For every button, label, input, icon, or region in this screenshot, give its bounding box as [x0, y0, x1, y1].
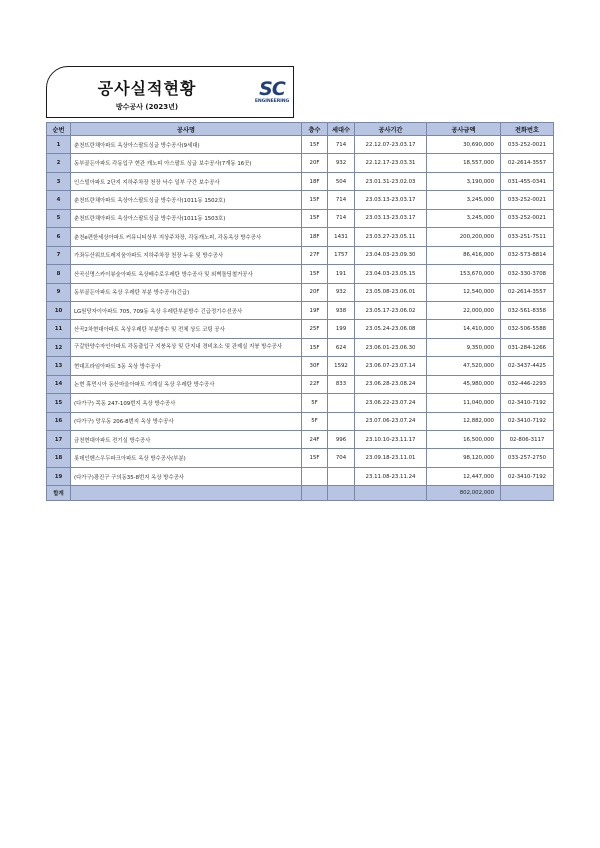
cell-households: 714	[328, 209, 355, 227]
cell-name: (다가구)광진구 구의동35-8번지 옥상 방수공사	[71, 467, 302, 485]
col-header-amount: 공사금액	[427, 123, 501, 136]
cell-no: 15	[47, 394, 71, 412]
cell-no: 10	[47, 301, 71, 319]
cell-period: 23.03.27-23.05.11	[355, 228, 427, 246]
cell-households: 504	[328, 172, 355, 190]
cell-no: 12	[47, 338, 71, 356]
cell-phone: 032-561-8358	[501, 301, 554, 319]
cell-period: 23.05.17-23.06.02	[355, 301, 427, 319]
table-row	[47, 265, 554, 283]
cell-amount: 12,447,000	[427, 467, 501, 485]
cell-households: 704	[328, 449, 355, 467]
cell-floors: 20F	[302, 154, 328, 172]
cell-floors: 27F	[302, 246, 328, 264]
table-row	[47, 136, 554, 154]
total-empty-cell	[71, 486, 302, 501]
cell-period: 23.07.06-23.07.24	[355, 412, 427, 430]
cell-name: 춘천뜨란채아파트 옥상아스팔트싱글 방수공사(1011동 1502호)	[71, 191, 302, 209]
cell-period: 23.09.18-23.11.01	[355, 449, 427, 467]
col-header-name: 공사명	[71, 123, 302, 136]
table-row	[47, 320, 554, 338]
cell-name: (다가구) 망우동 206-8번지 옥상 방수공사	[71, 412, 302, 430]
cell-no: 19	[47, 467, 71, 485]
total-empty-cell	[328, 486, 355, 501]
table-row	[47, 246, 554, 264]
cell-households: 714	[328, 191, 355, 209]
cell-no: 2	[47, 154, 71, 172]
cell-households: 191	[328, 265, 355, 283]
cell-amount: 18,557,000	[427, 154, 501, 172]
cell-name: 춘천e편한세상아파트 커뮤니티상부 지상주차장, 각동캐노피, 각동옥상 방수공사	[71, 228, 302, 246]
cell-floors: 24F	[302, 431, 328, 449]
cell-amount: 86,416,000	[427, 246, 501, 264]
cell-floors: 22F	[302, 375, 328, 393]
cell-name: 춘천뜨란채아파트 옥상아스팔트싱글 방수공사(9세대)	[71, 136, 302, 154]
table-row	[47, 283, 554, 301]
page-subtitle: 방수공사 (2023년)	[115, 103, 179, 111]
cell-households	[328, 412, 355, 430]
cell-period: 23.06.01-23.06.30	[355, 338, 427, 356]
cell-phone: 032-330-3708	[501, 265, 554, 283]
cell-floors: 5F	[302, 412, 328, 430]
cell-name: 가좌두산위브트레지움아파트 지하주차장 천장 누유 및 방수공사	[71, 246, 302, 264]
table-row	[47, 412, 554, 430]
table-row	[47, 209, 554, 227]
total-empty-cell	[302, 486, 328, 501]
col-header-households: 세대수	[328, 123, 355, 136]
cell-phone: 032-446-2293	[501, 375, 554, 393]
cell-period: 23.04.03-23.09.30	[355, 246, 427, 264]
cell-phone: 033-252-0021	[501, 209, 554, 227]
logo-mark: SC	[259, 78, 285, 100]
cell-no: 9	[47, 283, 71, 301]
cell-households: 714	[328, 136, 355, 154]
cell-period: 23.06.07-23.07.14	[355, 357, 427, 375]
table-row	[47, 228, 554, 246]
cell-period: 22.12.07-23.03.17	[355, 136, 427, 154]
cell-amount: 12,540,000	[427, 283, 501, 301]
cell-phone: 033-251-7511	[501, 228, 554, 246]
cell-phone: 033-257-2750	[501, 449, 554, 467]
cell-phone: 02-3410-7192	[501, 467, 554, 485]
cell-name: 롯데인벤스우두파크아파트 옥상 방수공사(부분)	[71, 449, 302, 467]
table-row	[47, 357, 554, 375]
cell-no: 4	[47, 191, 71, 209]
col-header-phone: 전화번호	[501, 123, 554, 136]
cell-amount: 3,190,000	[427, 172, 501, 190]
cell-phone: 02-3410-7192	[501, 394, 554, 412]
cell-amount: 12,882,000	[427, 412, 501, 430]
cell-floors: 5F	[302, 394, 328, 412]
cell-period: 23.06.28-23.08.24	[355, 375, 427, 393]
cell-period: 23.03.13-23.03.17	[355, 191, 427, 209]
cell-name: (다가구) 목동 247-109번지 옥상 방수공사	[71, 394, 302, 412]
cell-amount: 14,410,000	[427, 320, 501, 338]
cell-households: 624	[328, 338, 355, 356]
cell-period: 23.11.08-23.11.24	[355, 467, 427, 485]
cell-households: 996	[328, 431, 355, 449]
cell-no: 3	[47, 172, 71, 190]
table-row	[47, 191, 554, 209]
cell-households: 938	[328, 301, 355, 319]
cell-phone: 031-455-0341	[501, 172, 554, 190]
cell-phone: 032-506-5588	[501, 320, 554, 338]
cell-amount: 45,980,000	[427, 375, 501, 393]
table-row	[47, 431, 554, 449]
cell-period: 23.06.22-23.07.24	[355, 394, 427, 412]
cell-floors: 15F	[302, 209, 328, 227]
cell-phone: 02-3437-4425	[501, 357, 554, 375]
cell-floors	[302, 467, 328, 485]
col-header-period: 공사기간	[355, 123, 427, 136]
cell-households: 1757	[328, 246, 355, 264]
cell-name: 논현 휴먼시아 동산마을아파트 기계실 옥상 우레탄 방수공사	[71, 375, 302, 393]
cell-households	[328, 467, 355, 485]
cell-no: 5	[47, 209, 71, 227]
cell-floors: 15F	[302, 136, 328, 154]
cell-period: 23.05.24-23.06.08	[355, 320, 427, 338]
cell-floors: 18F	[302, 172, 328, 190]
cell-no: 16	[47, 412, 71, 430]
cell-no: 8	[47, 265, 71, 283]
cell-period: 22.12.17-23.03.31	[355, 154, 427, 172]
cell-floors: 15F	[302, 449, 328, 467]
cell-amount: 47,520,000	[427, 357, 501, 375]
table-row	[47, 172, 554, 190]
cell-floors: 18F	[302, 228, 328, 246]
cell-amount: 3,245,000	[427, 209, 501, 227]
cell-floors: 30F	[302, 357, 328, 375]
total-label: 합계	[47, 486, 71, 501]
cell-households: 932	[328, 283, 355, 301]
cell-no: 18	[47, 449, 71, 467]
total-empty-cell	[355, 486, 427, 501]
cell-no: 1	[47, 136, 71, 154]
total-empty-cell	[501, 486, 554, 501]
cell-amount: 22,000,000	[427, 301, 501, 319]
cell-households	[328, 394, 355, 412]
cell-name: 금천현대아파트 전기실 방수공사	[71, 431, 302, 449]
cell-phone: 02-2614-3557	[501, 154, 554, 172]
logo-text: ENGINEERING	[254, 99, 290, 104]
col-header-floors: 층수	[302, 123, 328, 136]
cell-phone: 031-284-1266	[501, 338, 554, 356]
table-row	[47, 394, 554, 412]
cell-households: 1592	[328, 357, 355, 375]
cell-phone: 02-806-3117	[501, 431, 554, 449]
cell-amount: 3,245,000	[427, 191, 501, 209]
cell-floors: 25F	[302, 320, 328, 338]
cell-phone: 02-3410-7192	[501, 412, 554, 430]
cell-no: 14	[47, 375, 71, 393]
cell-floors: 15F	[302, 265, 328, 283]
cell-phone: 033-252-0021	[501, 136, 554, 154]
cell-name: 춘천뜨란채아파트 옥상아스팔트싱글 방수공사(1011동 1503호)	[71, 209, 302, 227]
cell-period: 23.05.08-23.06.01	[355, 283, 427, 301]
cell-no: 7	[47, 246, 71, 264]
cell-name: 동부골든아파트 옥상 우레탄 부분 방수공사(긴급)	[71, 283, 302, 301]
cell-name: 산곡2차현대아파트 옥상우레탄 부분방수 및 전체 상도 코팅 공사	[71, 320, 302, 338]
table-row	[47, 338, 554, 356]
cell-phone: 02-2614-3557	[501, 283, 554, 301]
cell-period: 23.03.13-23.03.17	[355, 209, 427, 227]
cell-no: 13	[47, 357, 71, 375]
cell-households: 932	[328, 154, 355, 172]
col-header-no: 순번	[47, 123, 71, 136]
table-header-row	[47, 123, 554, 136]
cell-name: LG원당자이아파트 705, 709동 옥상 우레탄부분방수 긴급정기수선공사	[71, 301, 302, 319]
cell-amount: 16,500,000	[427, 431, 501, 449]
cell-amount: 153,670,000	[427, 265, 501, 283]
cell-name: 인스빌아파트 2단지 지하주차장 천장 낙수 일부 구간 보수공사	[71, 172, 302, 190]
cell-households: 199	[328, 320, 355, 338]
cell-period: 23.04.03-23.05.15	[355, 265, 427, 283]
cell-phone: 033-252-0021	[501, 191, 554, 209]
cell-name: 동부골든아파트 각동입구 현관 캐노피 아스팔트 싱글 보수공사(7개동 16곳)	[71, 154, 302, 172]
table-row	[47, 449, 554, 467]
cell-floors: 15F	[302, 191, 328, 209]
page-title: 공사실적현황	[97, 79, 197, 98]
table-row	[47, 467, 554, 485]
cell-amount: 11,040,000	[427, 394, 501, 412]
cell-amount: 200,200,000	[427, 228, 501, 246]
cell-households: 833	[328, 375, 355, 393]
cell-households: 1431	[328, 228, 355, 246]
cell-no: 6	[47, 228, 71, 246]
cell-amount: 30,690,000	[427, 136, 501, 154]
cell-floors: 20F	[302, 283, 328, 301]
cell-no: 17	[47, 431, 71, 449]
cell-amount: 98,120,000	[427, 449, 501, 467]
table-row	[47, 301, 554, 319]
cell-amount: 9,350,000	[427, 338, 501, 356]
cell-name: 산곡신명스카이뷰숲아파트 옥상배수로우레탄 방수공사 및 외벽돌딩철거공사	[71, 265, 302, 283]
cell-phone: 032-573-8814	[501, 246, 554, 264]
cell-period: 23.10.10-23.11.17	[355, 431, 427, 449]
construction-record-table	[46, 122, 554, 501]
cell-no: 11	[47, 320, 71, 338]
table-row	[47, 154, 554, 172]
cell-floors: 19F	[302, 301, 328, 319]
table-row	[47, 375, 554, 393]
company-logo	[254, 79, 290, 111]
cell-period: 23.01.31-23.02.03	[355, 172, 427, 190]
cell-name: 구갈한양수자인아파트 각동출입구 지붕옥상 및 단지내 경비초소 및 관제실 지붕 방수공사	[71, 338, 302, 356]
cell-name: 현대프라임아파트 3동 옥상 방수공사	[71, 357, 302, 375]
total-amount: 802,002,000	[427, 486, 501, 501]
cell-floors: 15F	[302, 338, 328, 356]
total-row	[47, 486, 554, 501]
